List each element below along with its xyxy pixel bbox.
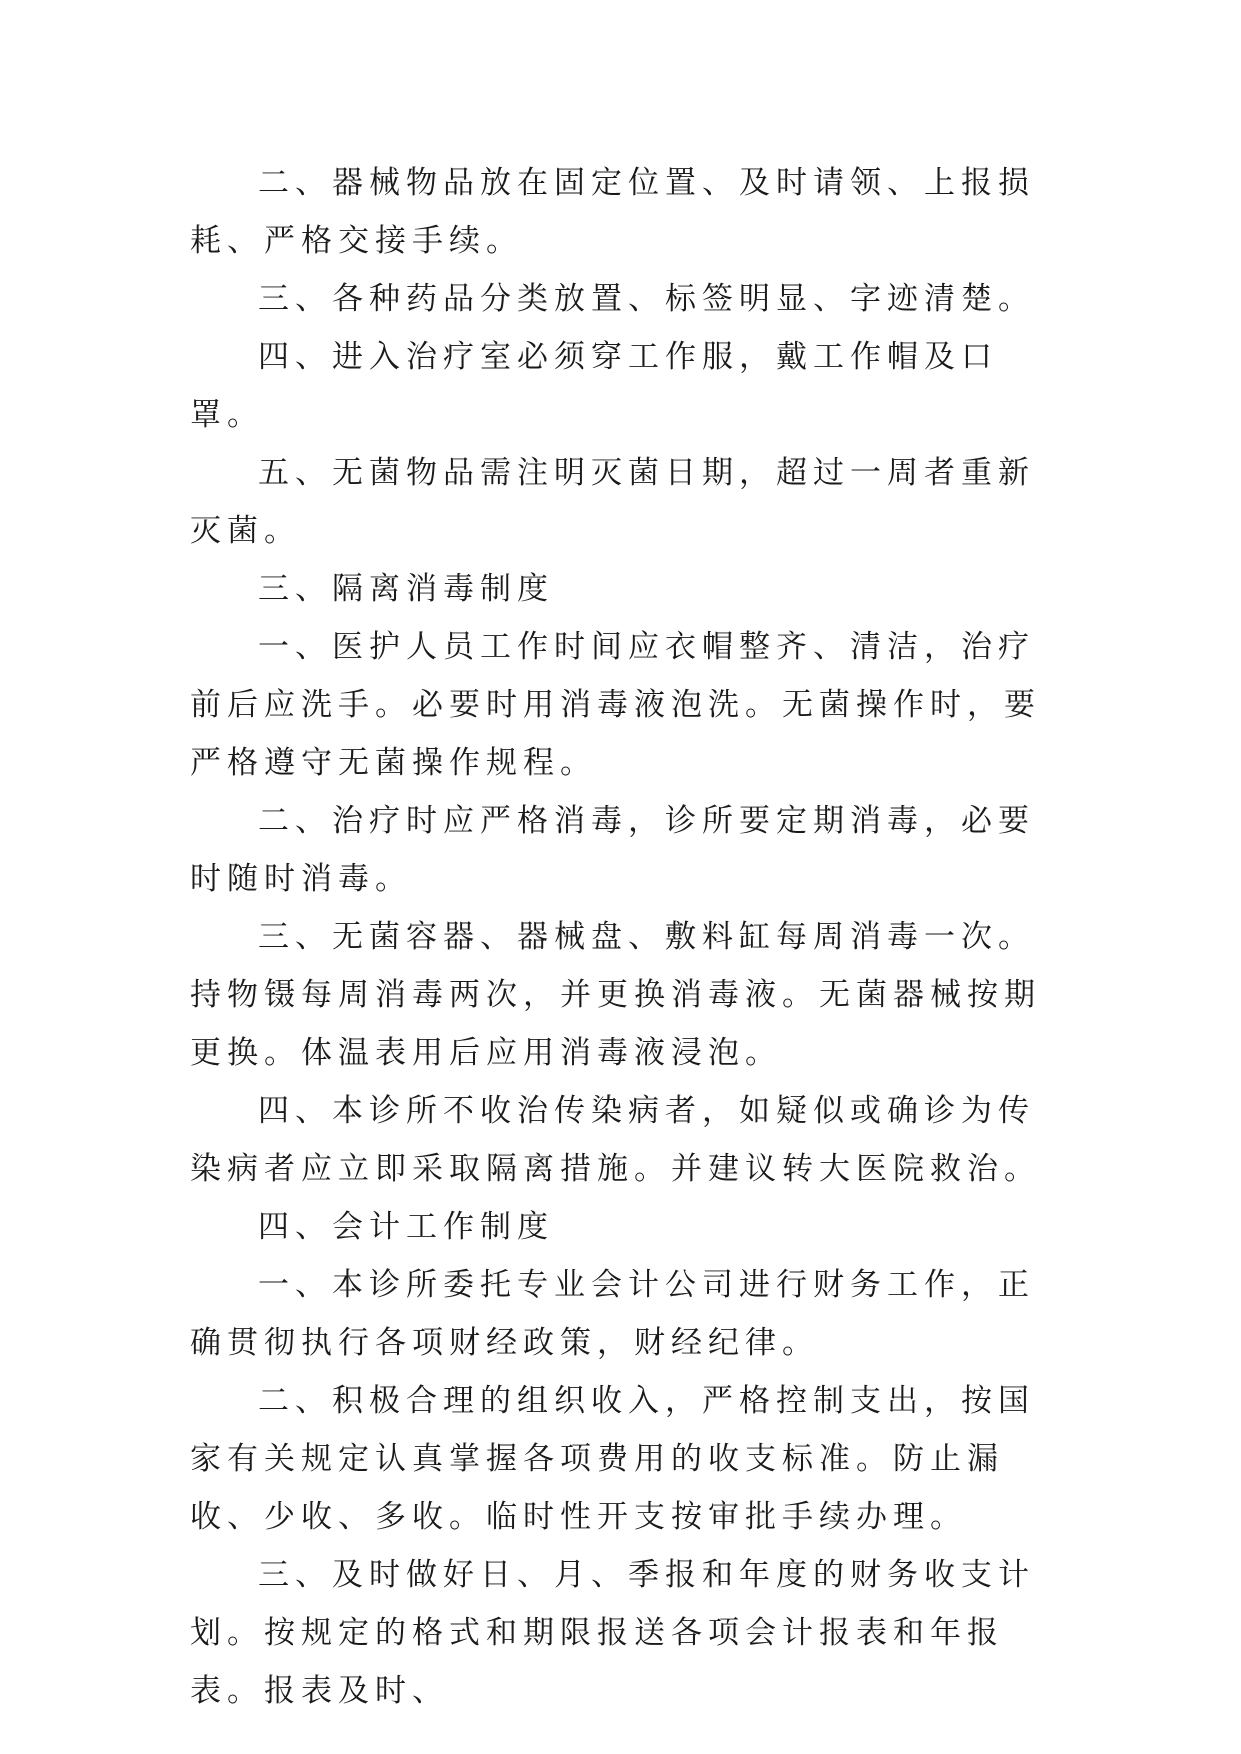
paragraph-infectious-patients: 四、本诊所不收治传染病者，如疑似或确诊为传染病者应立即采取隔离措施。并建议转大医院救治。 bbox=[190, 1093, 1041, 1187]
section-heading-disinfection: 三、隔离消毒制度 bbox=[258, 571, 554, 607]
paragraph-clinic-disinfection: 二、治疗时应严格消毒，诊所要定期消毒，必要时随时消毒。 bbox=[190, 803, 1035, 897]
paragraph-staff-hygiene: 一、医护人员工作时间应衣帽整齐、清洁，治疗前后应洗手。必要时用消毒液泡洗。无菌操作时，要严格遵守无菌操作规程。 bbox=[190, 629, 1041, 781]
paragraph-equipment: 二、器械物品放在固定位置、及时请领、上报损耗、严格交接手续。 bbox=[190, 165, 1035, 259]
paragraph-drugs: 三、各种药品分类放置、标签明显、字迹清楚。 bbox=[258, 281, 1035, 317]
section-heading-accounting: 四、会计工作制度 bbox=[258, 1209, 554, 1245]
paragraph-sterile-items: 五、无菌物品需注明灭菌日期，超过一周者重新灭菌。 bbox=[190, 455, 1035, 549]
paragraph-treatment-room: 四、进入治疗室必须穿工作服，戴工作帽及口罩。 bbox=[190, 339, 998, 433]
paragraph-income-expense: 二、积极合理的组织收入，严格控制支出，按国家有关规定认真掌握各项费用的收支标准。防止漏收、少收、多收。临时性开支按审批手续办理。 bbox=[190, 1383, 1035, 1535]
paragraph-financial-reports: 三、及时做好日、月、季报和年度的财务收支计划。按规定的格式和期限报送各项会计报表和年报表。报表及时、 bbox=[190, 1557, 1035, 1709]
paragraph-container-disinfection: 三、无菌容器、器械盘、敷料缸每周消毒一次。持物镊每周消毒两次，并更换消毒液。无菌器械按期更换。体温表用后应用消毒液浸泡。 bbox=[190, 919, 1041, 1071]
document-body bbox=[190, 154, 1070, 1720]
paragraph-accounting-company: 一、本诊所委托专业会计公司进行财务工作，正确贯彻执行各项财经政策，财经纪律。 bbox=[190, 1267, 1035, 1361]
